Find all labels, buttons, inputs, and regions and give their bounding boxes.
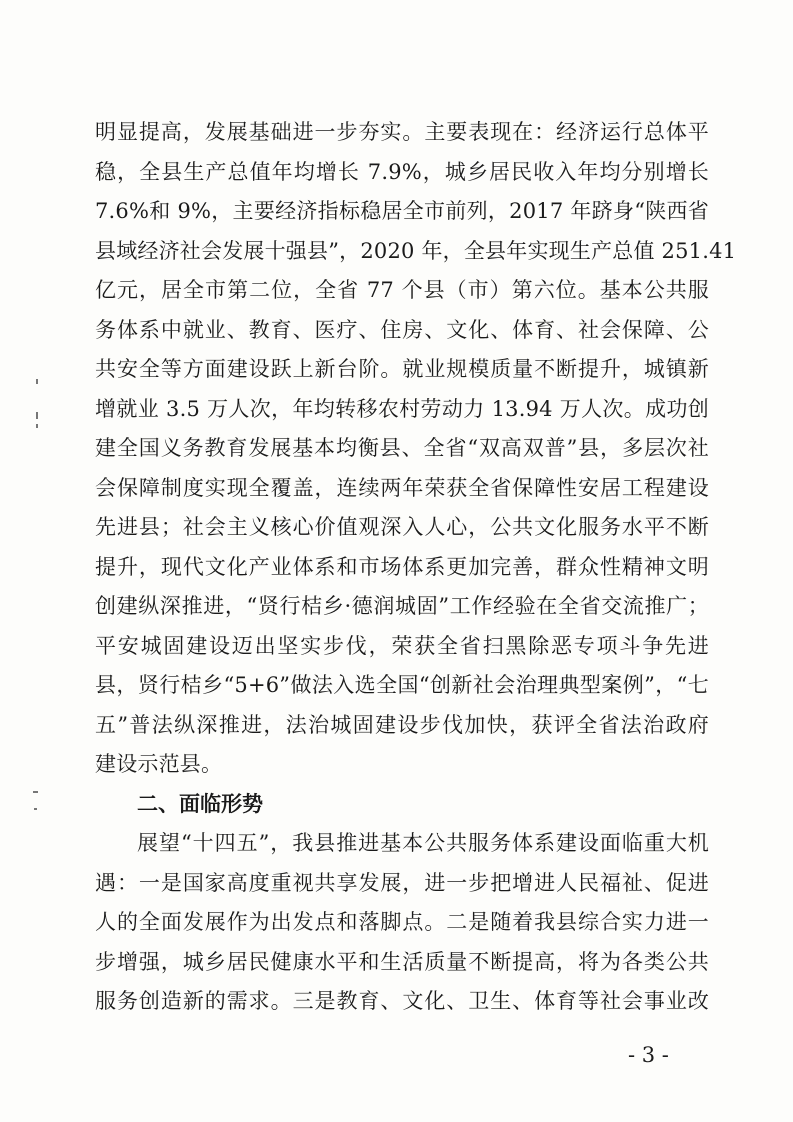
text-line: 平安城固建设迈出坚实步伐，荣获全省扫黑除恶专项斗争先进 — [95, 633, 709, 658]
scan-artifact — [34, 808, 37, 810]
scan-artifact — [36, 379, 38, 384]
text-line: 共安全等方面建设跃上新台阶。就业规模质量不断提升，城镇新 — [95, 357, 709, 381]
text-line: 建全国义务教育发展基本均衡县、全省“双高双普”县，多层次社 — [95, 436, 709, 460]
text-line: 县，贤行桔乡“5+6”做法入选全国“创新社会治理典型案例”，“七 — [95, 673, 709, 697]
text-line: 先进县；社会主义核心价值观深入人心，公共文化服务水平不断 — [95, 515, 709, 539]
text-line: 明显提高，发展基础进一步夯实。主要表现在：经济运行总体平 — [95, 120, 709, 144]
text-line: 会保障制度实现全覆盖，连续两年荣获全省保障性安居工程建设 — [95, 475, 709, 500]
text-line: 增就业 3.5 万人次，年均转移农村劳动力 13.94 万人次。成功创 — [95, 396, 709, 421]
section-heading: 二、面临形势 — [137, 791, 263, 816]
paragraph-outlook — [95, 824, 709, 1022]
document-body — [95, 113, 737, 1022]
paragraph-achievements — [95, 113, 737, 785]
text-line: 创建纵深推进，“贤行桔乡·德润城固”工作经验在全省交流推广； — [95, 594, 709, 618]
text-line: 提升，现代文化产业体系和市场体系更加完善，群众性精神文明 — [95, 554, 709, 579]
text-line: 展望“十四五”，我县推进基本公共服务体系建设面临重大机 — [137, 831, 709, 855]
text-line: 亿元，居全市第二位，全省 77 个县（市）第六位。基本公共服 — [95, 278, 709, 302]
scan-artifact — [36, 412, 38, 419]
text-line: 步增强，城乡居民健康水平和生活质量不断提高，将为各类公共 — [95, 949, 709, 974]
text-line: 人的全面发展作为出发点和落脚点。二是随着我县综合实力进一 — [95, 910, 709, 934]
text-line: 稳，全县生产总值年均增长 7.9%，城乡居民收入年均分别增长 — [95, 159, 709, 184]
text-line: 7.6%和 9%，主要经济指标稳居全市前列，2017 年跻身“陕西省 — [95, 199, 709, 223]
scan-artifact — [36, 424, 38, 428]
text-line: 遇：一是国家高度重视共享发展，进一步把增进人民福祉、促进 — [95, 870, 709, 895]
text-line: 县域经济社会发展十强县”，2020 年，全县年实现生产总值 251.41 — [95, 238, 737, 263]
scan-artifact — [33, 791, 38, 793]
page-number: - 3 - — [628, 1043, 669, 1067]
text-line: 服务创造新的需求。三是教育、文化、卫生、体育等社会事业改 — [95, 989, 709, 1013]
text-line: 务体系中就业、教育、医疗、住房、文化、体育、社会保障、公 — [95, 317, 709, 342]
text-line: 五”普法纵深推进，法治城固建设步伐加快，获评全省法治政府 — [95, 712, 709, 737]
text-line: 建设示范县。 — [95, 752, 223, 776]
